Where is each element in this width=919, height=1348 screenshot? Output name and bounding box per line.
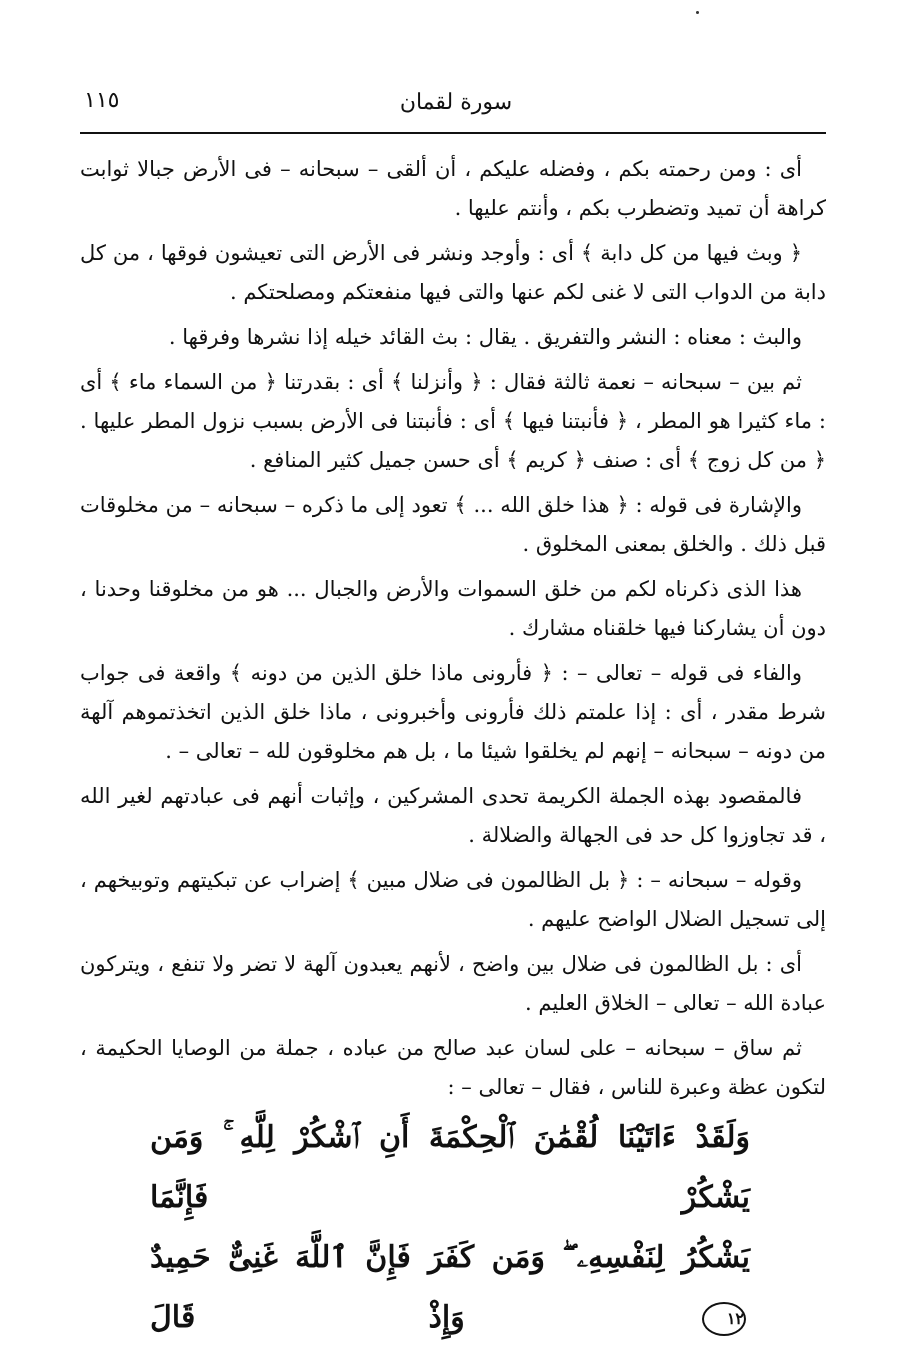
commentary-text	[80, 150, 826, 1113]
verse-line-2	[150, 1228, 750, 1348]
paragraph: هذا الذى ذكرناه لكم من خلق السموات والأرض والجبال ... هو من مخلوقنا وحدنا ، دون أن يشاركنا فيها خلقناه مشارك .	[80, 577, 826, 640]
verse-line-2-end: وَإِذْ قَالَ	[150, 1300, 465, 1335]
ink-speck	[696, 11, 699, 14]
paragraph: والإشارة فى قوله : ﴿ هذا خلق الله ... ﴾ تعود إلى ما ذكره – سبحانه – من مخلوقات قبل ذلك . والخلق بمعنى المخلوق .	[80, 493, 826, 556]
quran-verse	[150, 1108, 750, 1348]
paragraph: والبث : معناه : النشر والتفريق . يقال : بث القائد خيله إذا نشرها وفرقها .	[168, 325, 802, 349]
paragraph: ﴿ وبث فيها من كل دابة ﴾ أى : وأوجد ونشر فى الأرض التى تعيشون فوقها ، من كل دابة من الدواب التى لا غنى لكم عنها والتى فيها منفعتكم ومصلحتكم .	[80, 241, 826, 304]
verse-line-1: وَلَقَدْ ءَاتَيْنَا لُقْمَٰنَ ٱلْحِكْمَةَ أَنِ ٱشْكُرْ لِلَّهِ ۚ وَمَن يَشْكُرْ فَإِنَّمَا	[150, 1120, 750, 1215]
verse-line-2-start: يَشْكُرُ لِنَفْسِهِۦ ۖ وَمَن كَفَرَ فَإِنَّ ٱللَّهَ غَنِىٌّ حَمِيدٌ	[150, 1240, 750, 1275]
header-rule	[80, 132, 826, 134]
page-header	[80, 84, 826, 128]
paragraph: والفاء فى قوله – تعالى – : ﴿ فأرونى ماذا خلق الذين من دونه ﴾ واقعة فى جواب شرط مقدر ، أى : إذا علمتم ذلك فأرونى وأخبرونى ، ماذا خلق الذين اتخذتموهم آلهة من دونه – سبحانه – إنهم لم يخلقوا شيئا ما ، بل هم مخلوقون لله – تعالى – .	[80, 661, 826, 763]
paragraph: ثم ساق – سبحانه – على لسان عبد صالح من عباده ، جملة من الوصايا الحكيمة ، لتكون عظة وعبرة للناس ، فقال – تعالى – :	[80, 1036, 826, 1099]
page-number: ١١٥	[84, 88, 120, 113]
paragraph: أى : ومن رحمته بكم ، وفضله عليكم ، أن ألقى – سبحانه – فى الأرض جبالا ثوابت كراهة أن تميد وتضطرب بكم ، وأنتم عليها .	[80, 157, 826, 220]
paragraph: وقوله – سبحانه – : ﴿ بل الظالمون فى ضلال مبين ﴾ إضراب عن تبكيتهم وتوبيخهم ، إلى تسجيل الضلال الواضح عليهم .	[80, 868, 826, 931]
surah-title: سورة لقمان	[399, 90, 513, 115]
paragraph: ثم بين – سبحانه – نعمة ثالثة فقال : ﴿ وأنزلنا ﴾ أى : بقدرتنا ﴿ من السماء ماء ﴾ أى : ماء كثيرا هو المطر ، ﴿ فأنبتنا فيها ﴾ أى : فأنبتنا فى الأرض بسبب نزول المطر عليها . ﴿ من كل زوج ﴾ أى : صنف ﴿ كريم ﴾ أى حسن جميل كثير المنافع .	[80, 370, 826, 472]
paragraph: أى : بل الظالمون فى ضلال بين واضح ، لأنهم يعبدون آلهة لا تضر ولا تنفع ، ويتركون عبادة الله – تعالى – الخلاق العليم .	[80, 952, 826, 1015]
book-page	[80, 0, 826, 1335]
paragraph: فالمقصود بهذه الجملة الكريمة تحدى المشركين ، وإثبات أنهم فى عبادتهم لغير الله ، قد تجاوزوا كل حد فى الجهالة والضلالة .	[80, 784, 826, 847]
ayah-number-marker: ١٢	[702, 1302, 746, 1336]
